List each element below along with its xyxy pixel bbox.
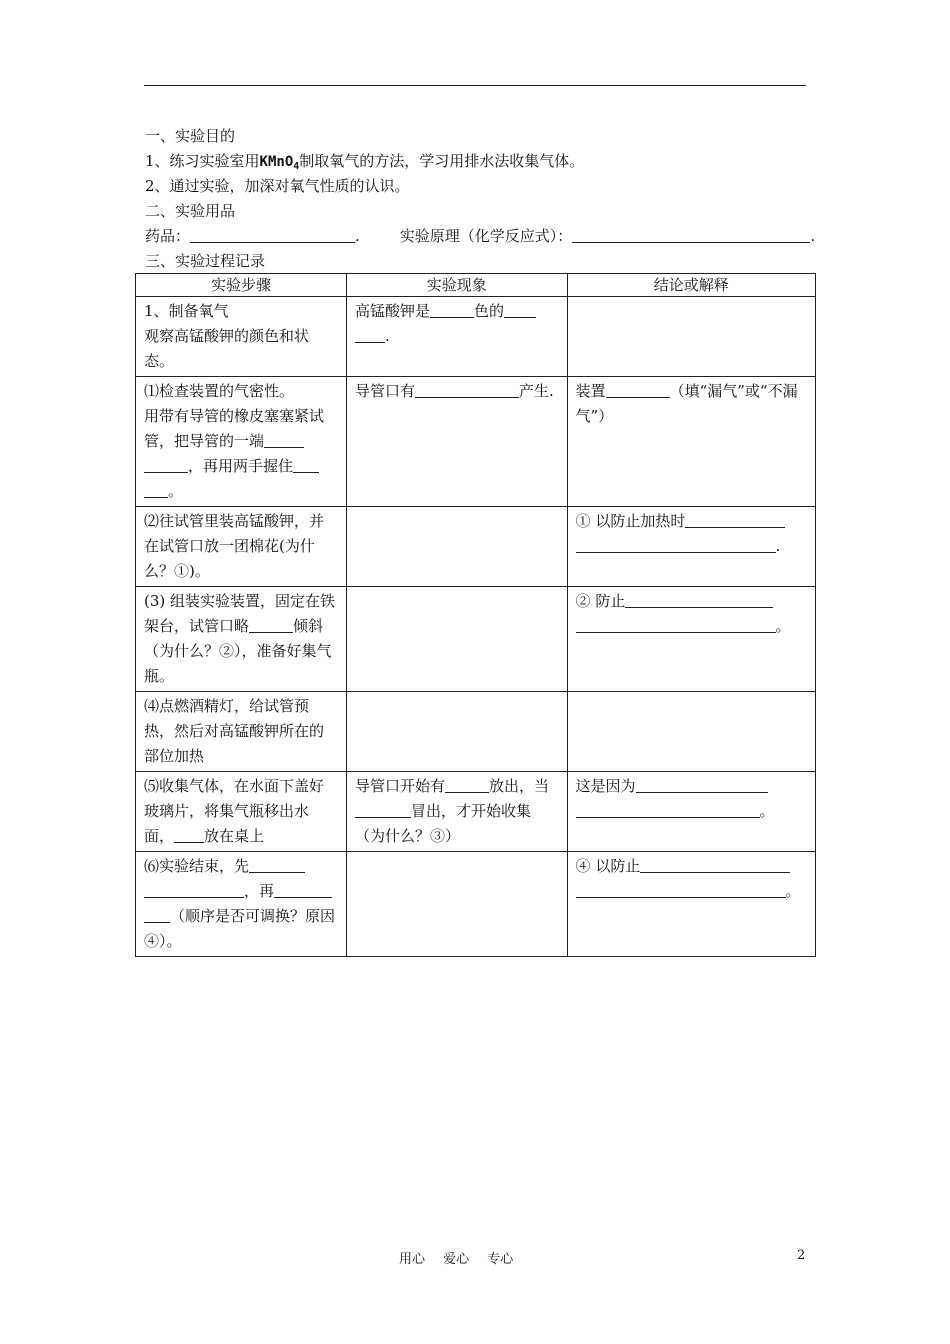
phenomenon-cell: 高锰酸钾是 色的 . — [346, 297, 567, 377]
reason-3-blank-cont[interactable] — [576, 802, 760, 818]
reason-4-blank-cont[interactable] — [576, 882, 786, 898]
hold-blank-cont[interactable] — [144, 482, 168, 498]
table-row — [136, 587, 816, 692]
purpose-item-1: 1、练习实验室用KMnO$_4$制取氧气的方法，学习用排水法收集气体。 — [145, 152, 585, 172]
step-cell: ⑴检查装置的气密性。 用带有导管的橡皮塞塞紧试管，把导管的一端 ，再用两手握住 。 — [136, 377, 347, 507]
step-cell: (3) 组装实验装置，固定在铁架台，试管口略 倾斜（为什么？②），准备好集气瓶。 — [136, 587, 347, 692]
header-conclusion: 结论或解释 — [567, 274, 815, 297]
reason-2-blank-cont[interactable] — [576, 617, 776, 633]
step-cell: 1、制备氧气 观察高锰酸钾的颜色和状态。 — [136, 297, 347, 377]
state-blank-cont[interactable] — [355, 327, 385, 343]
footer-motto: 用心 爱心 专心 — [399, 1252, 514, 1267]
header-rule — [144, 85, 806, 86]
reason-1-blank[interactable] — [685, 512, 785, 528]
second-action-blank-cont[interactable] — [144, 907, 170, 923]
tube-end-blank-cont[interactable] — [144, 457, 188, 473]
second-action-blank[interactable] — [274, 882, 332, 898]
phenomenon-cell — [346, 692, 567, 772]
conclusion-cell: 装置 （填“漏气”或“不漏气”） — [567, 377, 815, 507]
section-heading-record: 三、实验过程记录 — [145, 252, 266, 270]
table-row — [136, 772, 816, 852]
conclusion-cell: 这是因为 。 — [567, 772, 815, 852]
section-heading-purpose: 一、实验目的 — [145, 127, 236, 145]
phenomenon-cell: 导管口有 产生. — [346, 377, 567, 507]
first-action-blank[interactable] — [249, 857, 305, 873]
state-blank[interactable] — [504, 302, 536, 318]
gas-released-blank[interactable] — [445, 777, 489, 793]
phenomenon-cell — [346, 587, 567, 692]
formula: KMnO$_4$ — [259, 154, 300, 172]
document-body — [145, 124, 835, 274]
step-cell: ⑷点燃酒精灯，给试管预热，然后对高锰酸钾所在的部位加热 — [136, 692, 347, 772]
page-footer — [0, 1248, 950, 1268]
tilt-blank[interactable] — [249, 617, 293, 633]
phenomenon-cell: 导管口开始有 放出，当冒出，才开始收集（为什么？③） — [346, 772, 567, 852]
table-row — [136, 507, 816, 587]
purpose-item-2: 2、通过实验，加深对氧气性质的认识。 — [145, 177, 410, 195]
page-number: 2 — [797, 1248, 806, 1263]
reason-1-blank-cont[interactable] — [576, 537, 776, 553]
table-row — [136, 692, 816, 772]
drugs-blank[interactable] — [190, 226, 355, 243]
conclusion-cell — [567, 297, 815, 377]
reason-3-blank[interactable] — [636, 777, 768, 793]
table-row — [136, 297, 816, 377]
reason-4-blank[interactable] — [640, 857, 790, 873]
experiment-record-table — [135, 273, 816, 957]
phenomenon-cell — [346, 852, 567, 957]
step-cell: ⑵往试管里装高锰酸钾，并在试管口放一团棉花(为什么？①)。 — [136, 507, 347, 587]
first-action-blank-cont[interactable] — [144, 882, 244, 898]
principle-label: 实验原理（化学反应式）： — [399, 227, 573, 245]
header-steps: 实验步骤 — [136, 274, 347, 297]
placement-blank[interactable] — [174, 827, 204, 843]
hold-blank[interactable] — [293, 457, 319, 473]
step-cell: ⑸收集气体，在水面下盖好玻璃片，将集气瓶移出水面， 放在桌上 — [136, 772, 347, 852]
header-phenomena: 实验现象 — [346, 274, 567, 297]
continuous-blank[interactable] — [355, 802, 411, 818]
leak-blank[interactable] — [606, 382, 670, 398]
principle-blank[interactable] — [572, 226, 810, 243]
conclusion-cell: ④ 以防止 。 — [567, 852, 815, 957]
section-heading-materials: 二、实验用品 — [145, 202, 236, 220]
reason-2-blank[interactable] — [625, 592, 773, 608]
table-header-row — [136, 274, 816, 297]
table-row — [136, 377, 816, 507]
phenomenon-cell — [346, 507, 567, 587]
bubbles-blank[interactable] — [415, 382, 519, 398]
conclusion-cell — [567, 692, 815, 772]
tube-end-blank[interactable] — [264, 432, 304, 448]
conclusion-cell: ② 防止 。 — [567, 587, 815, 692]
step-cell: ⑹实验结束，先 ，再 （顺序是否可调换？原因④）。 — [136, 852, 347, 957]
drugs-label: 药品： — [145, 227, 191, 245]
table-row — [136, 852, 816, 957]
color-blank[interactable] — [430, 302, 474, 318]
conclusion-cell: ① 以防止加热时 . — [567, 507, 815, 587]
materials-line: 药品： . 实验原理（化学反应式）： . — [145, 227, 816, 245]
